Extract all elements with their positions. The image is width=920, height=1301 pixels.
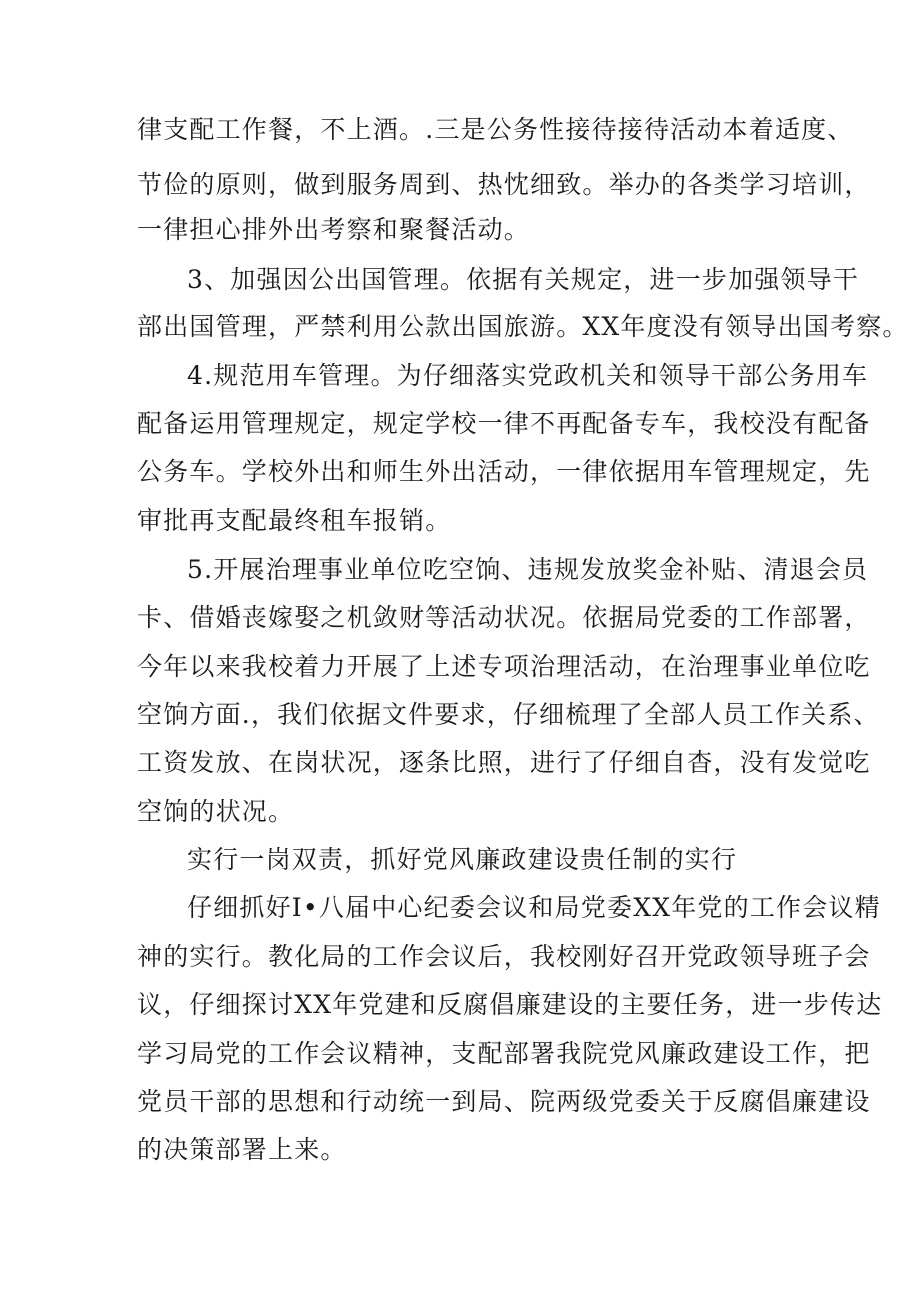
text-line: 4.规范用车管理。为仔细落实党政机关和领导干部公务用车 (187, 361, 869, 390)
text-line: 公务车。学校外出和师生外出活动，一律依据用车管理规定，先 (137, 457, 871, 486)
text-line: 的决策部署上来。 (137, 1135, 347, 1164)
text-line: 一律担心排外出考察和聚餐活动。 (137, 215, 531, 244)
text-line: 配备运用管理规定，规定学校一律不再配备专车，我校没有配备 (137, 409, 871, 438)
text-line: 工资发放、在岗状况，逐条比照，进行了仔细自杳，没有发觉吃 (137, 748, 871, 777)
text-line: 律支配工作餐，不上酒。.三是公务性接待接待活动本着适度、 (137, 115, 854, 144)
text-line: 议，仔细探讨XX年党建和反腐倡廉建设的主要任务，进一步传达 (137, 990, 883, 1019)
text-line: 空饷方面.，我们依据文件要求，仔细梳理了全部人员工作关系、 (137, 700, 880, 729)
text-line: 空饷的状况。 (137, 797, 295, 826)
text-line: 部出国管理，严禁利用公款出国旅游。XX年度没有领导出国考察。 (137, 312, 909, 341)
text-line: 卡、借婚丧嫁娶之机敛财等活动状况。依据局党委的工作部署， (137, 603, 871, 632)
text-line: 仔细抓好I•八届中心纪委会议和局党委XX年党的工作会议精 (187, 893, 881, 922)
text-line: 今年以来我校着力开展了上述专项治理活动，在治理事业单位吃 (137, 652, 871, 681)
text-line: 党员干部的思想和行动统一到局、院两级党委关于反腐倡廉建设 (137, 1087, 871, 1116)
text-line: 5.开展治理事业单位吃空饷、违规发放奖金补贴、清退会员 (187, 555, 869, 584)
text-line: 审批再支配最终租车报销。 (137, 506, 452, 535)
text-line: 3、加强因公出国管理。依据有关规定，进一步加强领导干 (187, 265, 860, 294)
text-line: 神的实行。教化局的工作会议后，我校刚好召开党政领导班子会 (137, 942, 871, 971)
text-line: 节俭的原则，做到服务周到、热忱细致。举办的各类学习培训， (137, 170, 871, 199)
section-heading: 实行一岗双责，抓好党风廉政建设贵任制的实行 (187, 845, 738, 874)
text-line: 学习局党的工作会议精神，支配部署我院党风廉政建设工作，把 (137, 1039, 871, 1068)
